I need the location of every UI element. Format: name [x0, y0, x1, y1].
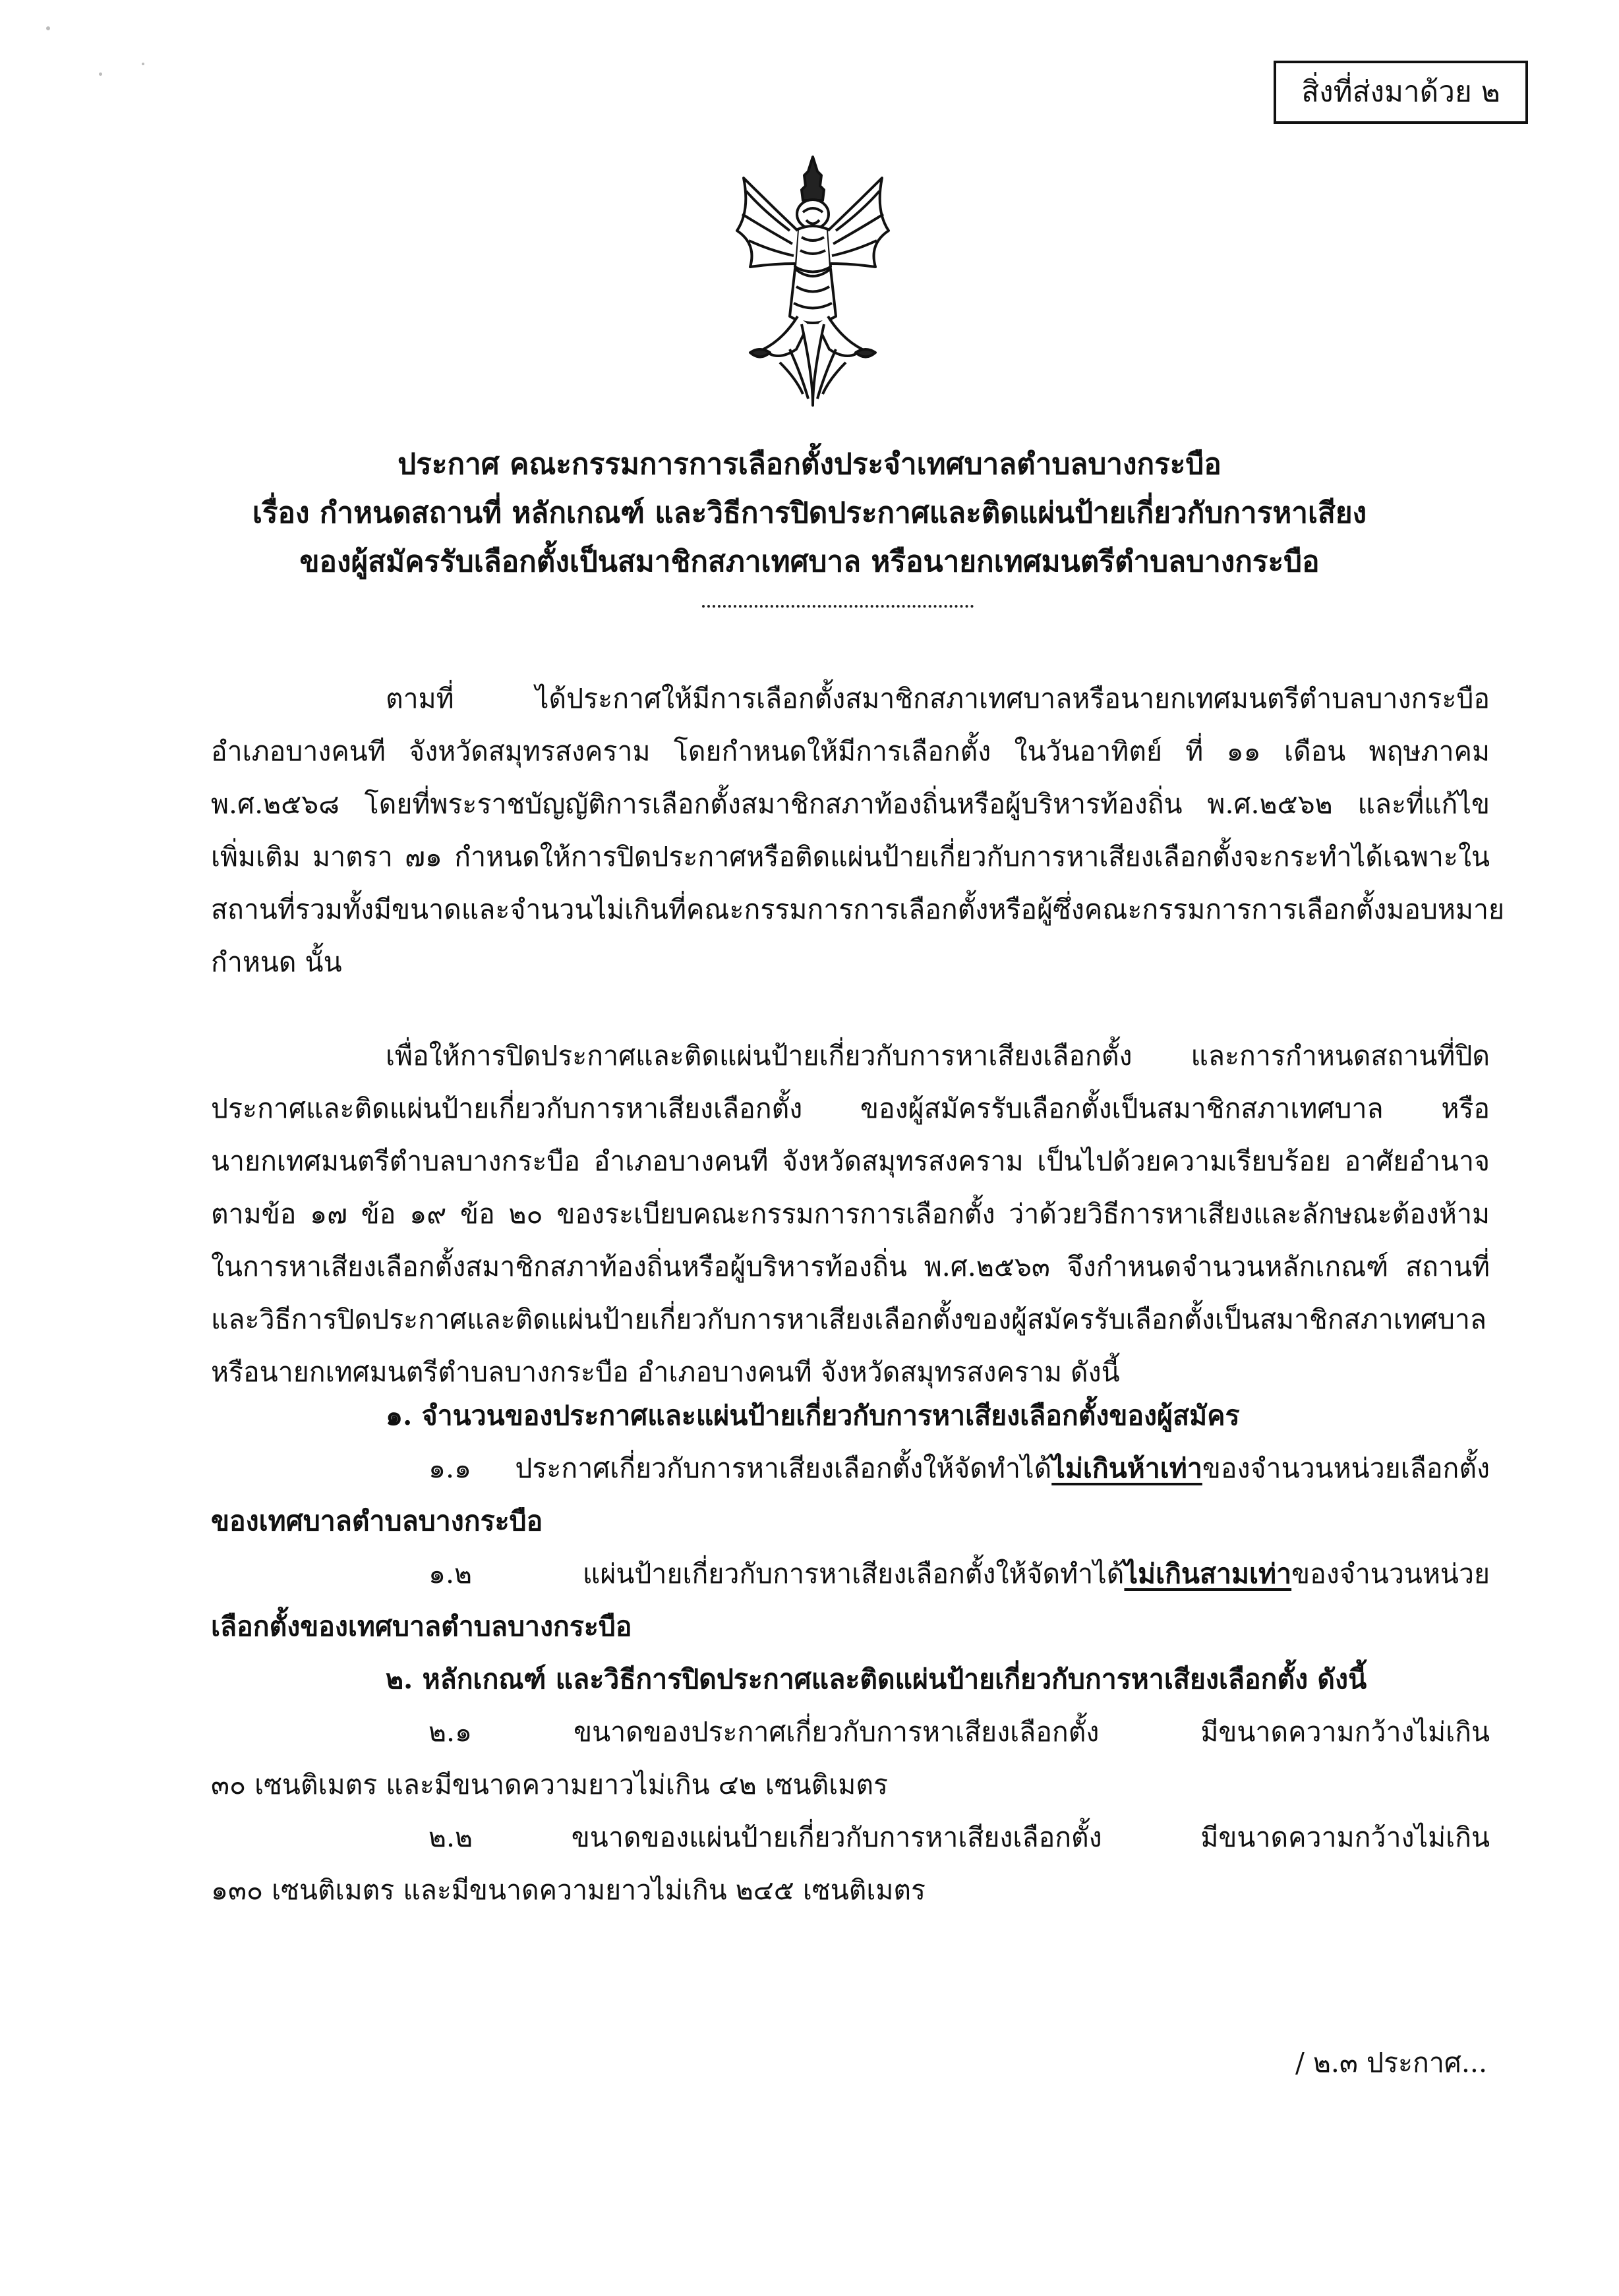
- page-continuation: / ๒.๓ ประกาศ...: [1295, 2047, 1487, 2079]
- garuda-emblem-icon: [724, 152, 902, 412]
- section-2: [211, 1653, 1490, 1916]
- scan-speck: [46, 26, 50, 30]
- paragraph-line: พ.ศ.๒๕๖๘ โดยที่พระราชบัญญัติการเลือกตั้งสมาชิกสภาท้องถิ่นหรือผู้บริหารท้องถิ่น พ.ศ.๒๕๖๒ และที่แก้ไข: [211, 788, 1490, 820]
- paragraph-line: กำหนด นั้น: [211, 946, 342, 978]
- section-2-item-2-cont: ๑๓๐ เซนติเมตร และมีขนาดความยาวไม่เกิน ๒๔๕ เซนติเมตร: [211, 1874, 926, 1906]
- underlined-limit: ไม่เกินสามเท่า: [1124, 1558, 1292, 1590]
- paragraph-line: เพื่อให้การปิดประกาศและติดแผ่นป้ายเกี่ยวกับการหาเสียงเลือกตั้ง และการกำหนดสถานที่ปิด: [386, 1040, 1490, 1072]
- paragraph-line: นายกเทศมนตรีตำบลบางกระบือ อำเภอบางคนที จังหวัดสมุทรสงคราม เป็นไปด้วยความเรียบร้อย อาศัยอำนาจ: [211, 1145, 1490, 1177]
- title-line-1: ประกาศ คณะกรรมการการเลือกตั้งประจำเทศบาลตำบลบางกระบือ: [397, 447, 1222, 481]
- section-2-item-1: ๒.๑ ขนาดของประกาศเกี่ยวกับการหาเสียงเลือกตั้ง มีขนาดความกว้างไม่เกิน: [428, 1716, 1490, 1748]
- paragraph-line: และวิธีการปิดประกาศและติดแผ่นป้ายเกี่ยวกับการหาเสียงเลือกตั้งของผู้สมัครรับเลือกตั้งเป็นสมาชิกสภาเทศบาล: [211, 1304, 1487, 1335]
- paragraph-line: ในการหาเสียงเลือกตั้งสมาชิกสภาท้องถิ่นหรือผู้บริหารท้องถิ่น พ.ศ.๒๕๖๓ จึงกำหนดจำนวนหลักเกณฑ์ สถานที่: [211, 1251, 1490, 1282]
- title-line-2: เรื่อง กำหนดสถานที่ หลักเกณฑ์ และวิธีการปิดประกาศและติดแผ่นป้ายเกี่ยวกับการหาเสียง: [252, 496, 1367, 530]
- section-2-item-2: ๒.๒ ขนาดของแผ่นป้ายเกี่ยวกับการหาเสียงเลือกตั้ง มีขนาดความกว้างไม่เกิน: [428, 1822, 1490, 1853]
- section-1-item-1: ๑.๑ ประกาศเกี่ยวกับการหาเสียงเลือกตั้งให้จัดทำได้ไม่เกินห้าเท่าของจำนวนหน่วยเลือกตั้ง: [428, 1452, 1490, 1484]
- paragraph-line: หรือนายกเทศมนตรีตำบลบางกระบือ อำเภอบางคนที จังหวัดสมุทรสงคราม ดังนี้: [211, 1356, 1120, 1388]
- announcement-title: [132, 440, 1487, 587]
- paragraph-2: [211, 1029, 1490, 1398]
- paragraph-line: ตามที่ ได้ประกาศให้มีการเลือกตั้งสมาชิกสภาเทศบาลหรือนายกเทศมนตรีตำบลบางกระบือ: [386, 683, 1490, 714]
- paragraph-line: ตามข้อ ๑๗ ข้อ ๑๙ ข้อ ๒๐ ของระเบียบคณะกรรมการการเลือกตั้ง ว่าด้วยวิธีการหาเสียงและลักษณะต้องห้าม: [211, 1198, 1490, 1230]
- paragraph-line: อำเภอบางคนที จังหวัดสมุทรสงคราม โดยกำหนดให้มีการเลือกตั้ง ในวันอาทิตย์ ที่ ๑๑ เดือน พฤษภาคม: [211, 735, 1490, 767]
- section-2-item-1-cont: ๓๐ เซนติเมตร และมีขนาดความยาวไม่เกิน ๔๒ เซนติเมตร: [211, 1769, 888, 1800]
- enclosure-label: สิ่งที่ส่งมาด้วย ๒: [1274, 61, 1528, 124]
- paragraph-1: [211, 672, 1505, 989]
- scan-speck: [142, 63, 144, 65]
- scan-speck: [99, 72, 102, 76]
- paragraph-line: เพิ่มเติม มาตรา ๗๑ กำหนดให้การปิดประกาศหรือติดแผ่นป้ายเกี่ยวกับการหาเสียงเลือกตั้งจะกระทำได้เฉพาะใน: [211, 841, 1490, 873]
- paragraph-line: ประกาศและติดแผ่นป้ายเกี่ยวกับการหาเสียงเลือกตั้ง ของผู้สมัครรับเลือกตั้งเป็นสมาชิกสภาเทศบาล หรือ: [211, 1093, 1490, 1124]
- section-2-heading: ๒. หลักเกณฑ์ และวิธีการปิดประกาศและติดแผ่นป้ายเกี่ยวกับการหาเสียงเลือกตั้ง ดังนี้: [386, 1663, 1367, 1695]
- section-1-item-2-cont: เลือกตั้งของเทศบาลตำบลบางกระบือ: [211, 1611, 632, 1642]
- paragraph-line: สถานที่รวมทั้งมีขนาดและจำนวนไม่เกินที่คณะกรรมการการเลือกตั้งหรือผู้ซึ่งคณะกรรมการการเลือกตั้งมอบหมาย: [211, 894, 1505, 925]
- section-1: [211, 1389, 1490, 1653]
- title-line-3: ของผู้สมัครรับเลือกตั้งเป็นสมาชิกสภาเทศบาล หรือนายกเทศมนตรีตำบลบางกระบือ: [299, 545, 1320, 579]
- underlined-limit: ไม่เกินห้าเท่า: [1051, 1452, 1202, 1484]
- section-1-item-1-cont: ของเทศบาลตำบลบางกระบือ: [211, 1505, 543, 1537]
- dotted-separator: [702, 605, 974, 608]
- section-1-item-2: ๑.๒ แผ่นป้ายเกี่ยวกับการหาเสียงเลือกตั้งให้จัดทำได้ไม่เกินสามเท่าของจำนวนหน่วย: [428, 1558, 1490, 1590]
- section-1-heading: ๑. จำนวนของประกาศและแผ่นป้ายเกี่ยวกับการหาเสียงเลือกตั้งของผู้สมัคร: [386, 1400, 1240, 1431]
